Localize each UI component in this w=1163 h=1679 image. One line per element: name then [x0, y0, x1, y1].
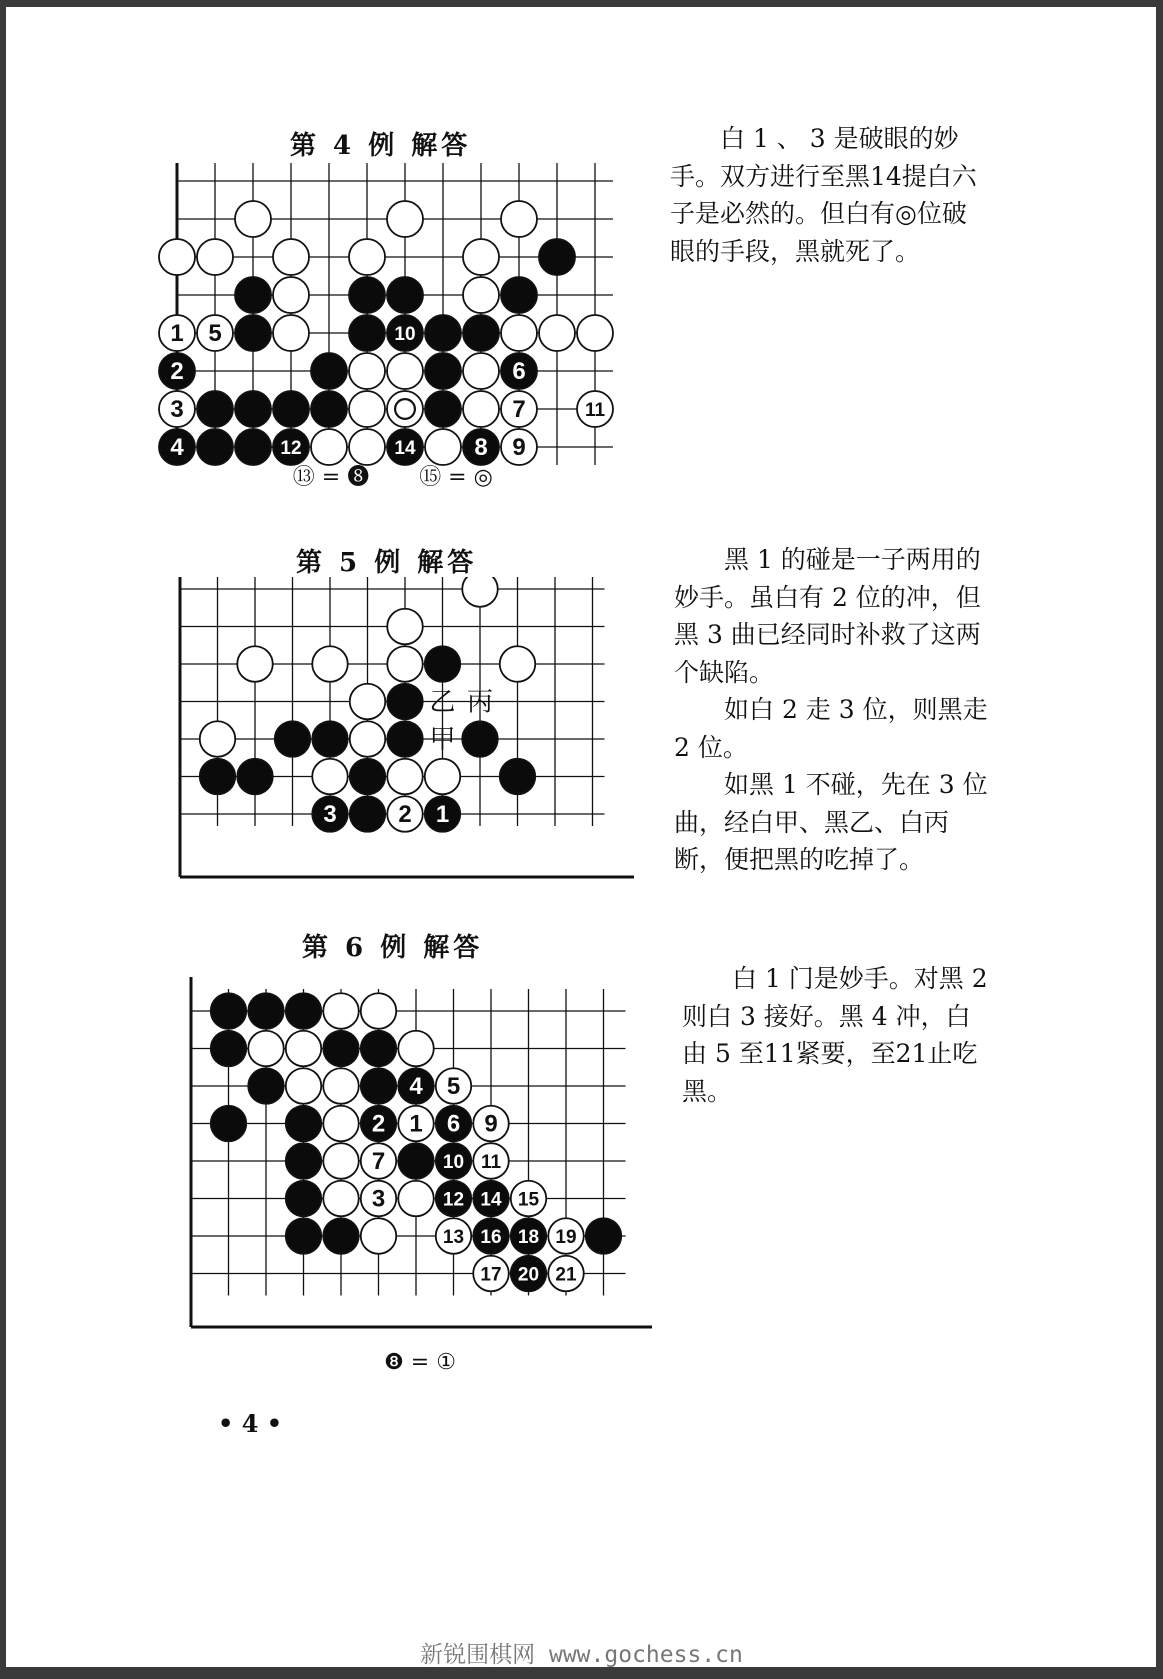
- white-stone: [273, 315, 309, 351]
- white-stone: [159, 315, 195, 351]
- white-stone: [312, 646, 348, 682]
- example-6-note: ❽ = ①: [384, 1350, 456, 1375]
- move-number: 1: [435, 801, 450, 828]
- black-stone: [311, 353, 347, 389]
- black-stone: [349, 277, 385, 313]
- white-stone: [273, 239, 309, 275]
- white-stone: [323, 1068, 359, 1104]
- move-number: 14: [480, 1189, 502, 1211]
- move-number: 10: [442, 1152, 465, 1173]
- white-stone: [248, 1031, 284, 1067]
- white-stone: [235, 201, 271, 237]
- black-stone: [248, 1068, 284, 1104]
- white-stone: [577, 315, 613, 351]
- example-5-commentary: [674, 541, 989, 879]
- white-stone: [436, 1218, 472, 1254]
- move-number: 6: [446, 1110, 461, 1138]
- black-stone: [273, 429, 309, 465]
- move-number: 7: [371, 1148, 386, 1175]
- move-number: 2: [371, 1110, 386, 1138]
- white-stone: [387, 646, 423, 682]
- move-number: 2: [398, 801, 412, 828]
- black-stone: [350, 759, 386, 795]
- black-stone: [286, 1181, 322, 1217]
- black-stone: [387, 721, 423, 757]
- white-stone: [349, 353, 385, 389]
- example-4-commentary: [670, 120, 980, 270]
- black-stone: [323, 1218, 359, 1254]
- move-number: 17: [480, 1264, 502, 1286]
- move-number: 7: [512, 396, 526, 423]
- black-stone: [436, 1143, 472, 1179]
- white-stone: [349, 391, 385, 427]
- white-stone: [387, 759, 423, 795]
- white-stone: [463, 391, 499, 427]
- move-number: 15: [517, 1189, 540, 1211]
- black-stone: [463, 429, 499, 465]
- white-stone: [473, 1256, 509, 1292]
- white-stone: [361, 1143, 397, 1179]
- black-stone: [211, 993, 247, 1029]
- black-stone: [398, 1068, 434, 1104]
- black-stone: [286, 993, 322, 1029]
- black-stone: [312, 796, 348, 832]
- white-stone: [361, 993, 397, 1029]
- black-stone: [425, 646, 461, 682]
- white-stone: [501, 315, 537, 351]
- move-number: 11: [584, 400, 606, 421]
- white-stone: [323, 993, 359, 1029]
- example-5-caption: 第 5 例 解答: [296, 548, 478, 578]
- white-stone: [387, 391, 423, 427]
- white-stone: [361, 1218, 397, 1254]
- white-stone: [349, 429, 385, 465]
- black-stone: [200, 759, 236, 795]
- white-stone: [350, 684, 386, 720]
- white-stone: [501, 429, 537, 465]
- move-number: 4: [409, 1073, 423, 1100]
- black-stone: [387, 429, 423, 465]
- white-stone: [548, 1256, 584, 1292]
- black-stone: [462, 721, 498, 757]
- black-stone: [501, 353, 537, 389]
- move-number: 8: [474, 434, 488, 461]
- white-stone: [350, 721, 386, 757]
- black-stone: [398, 1143, 434, 1179]
- white-stone: [323, 1106, 359, 1142]
- black-stone: [387, 315, 423, 351]
- white-stone: [425, 429, 461, 465]
- move-number: 4: [170, 434, 184, 461]
- ex5-paragraph: 黑 1 的碰是一子两用的妙手。虽白有 2 位的冲，但黑 3 曲已经同时补救了这两个缺陷。: [674, 545, 981, 687]
- white-stone: [273, 277, 309, 313]
- move-number: 18: [517, 1227, 540, 1248]
- example-6-commentary: [682, 960, 992, 1110]
- white-stone: [511, 1181, 547, 1217]
- white-stone: [312, 759, 348, 795]
- move-number: 19: [555, 1227, 577, 1248]
- white-stone: [286, 1068, 322, 1104]
- black-stone: [235, 429, 271, 465]
- black-stone: [511, 1218, 547, 1254]
- white-stone: [387, 796, 423, 832]
- white-stone: [159, 391, 195, 427]
- white-stone: [349, 239, 385, 275]
- white-stone: [200, 721, 236, 757]
- white-stone: [577, 391, 613, 427]
- example-6-board: [174, 977, 674, 1377]
- move-number: 12: [280, 438, 302, 459]
- white-stone: [323, 1143, 359, 1179]
- white-stone: [539, 315, 575, 351]
- move-number: 3: [371, 1185, 386, 1213]
- black-stone: [286, 1218, 322, 1254]
- black-stone: [286, 1106, 322, 1142]
- black-stone: [211, 1106, 247, 1142]
- black-stone: [235, 277, 271, 313]
- move-number: 5: [446, 1073, 461, 1100]
- white-stone: [473, 1143, 509, 1179]
- ex5-paragraph: 如黑 1 不碰，先在 3 位曲，经白甲、黑乙、白丙断，便把黑的吃掉了。: [674, 770, 988, 874]
- white-stone: [159, 239, 195, 275]
- example-4-board: [156, 159, 646, 499]
- black-stone: [286, 1143, 322, 1179]
- white-stone: [548, 1218, 584, 1254]
- black-stone: [273, 391, 309, 427]
- white-stone: [387, 609, 423, 645]
- black-stone: [425, 315, 461, 351]
- example-4-caption: 第 4 例 解答: [290, 131, 472, 161]
- white-stone: [425, 759, 461, 795]
- move-number: 11: [480, 1152, 502, 1173]
- example-4-note-1: ⑬ = ❽: [292, 465, 370, 490]
- black-stone: [159, 353, 195, 389]
- book-page: [6, 7, 1156, 1667]
- move-number: 6: [512, 358, 526, 385]
- white-stone: [473, 1106, 509, 1142]
- example-5-board: [164, 577, 654, 902]
- white-stone: [501, 201, 537, 237]
- white-stone: [286, 1031, 322, 1067]
- black-stone: [237, 759, 273, 795]
- move-number: 2: [170, 358, 184, 385]
- black-stone: [235, 391, 271, 427]
- black-stone: [248, 993, 284, 1029]
- watermark: 新锐围棋网 www.gochess.cn: [420, 1642, 743, 1668]
- black-stone: [235, 315, 271, 351]
- move-number: 9: [484, 1110, 498, 1138]
- black-stone: [501, 277, 537, 313]
- example-6-caption: 第 6 例 解答: [302, 933, 484, 963]
- move-number: 1: [170, 320, 184, 347]
- white-stone: [501, 391, 537, 427]
- black-stone: [463, 315, 499, 351]
- white-stone: [500, 646, 536, 682]
- ex4-paragraph: 白 1 、 3 是破眼的妙手。双方进行至黑14提白六子是必然的。但白有◎位破眼的手段，黑就死了。: [670, 124, 977, 266]
- white-stone: [361, 1181, 397, 1217]
- position-marker: 乙: [429, 687, 456, 718]
- position-marker: 丙: [466, 687, 494, 718]
- ex6-paragraph: 白 1 门是妙手。对黑 2 则白 3 接好。黑 4 冲，白由 5 至11紧要，至21止吃黑。: [682, 964, 988, 1106]
- white-stone: [436, 1068, 472, 1104]
- black-stone: [425, 391, 461, 427]
- black-stone: [361, 1106, 397, 1142]
- black-stone: [436, 1181, 472, 1217]
- black-stone: [361, 1068, 397, 1104]
- black-stone: [387, 277, 423, 313]
- move-number: 3: [323, 801, 337, 828]
- white-stone: [463, 239, 499, 275]
- black-stone: [349, 315, 385, 351]
- ex5-paragraph: 如白 2 走 3 位，则黑走 2 位。: [674, 695, 988, 762]
- white-stone: [398, 1106, 434, 1142]
- black-stone: [436, 1106, 472, 1142]
- move-number: 3: [170, 396, 184, 423]
- move-number: 10: [394, 324, 416, 345]
- white-stone: [197, 315, 233, 351]
- white-stone: [197, 239, 233, 275]
- black-stone: [539, 239, 575, 275]
- white-stone: [398, 1181, 434, 1217]
- white-stone: [237, 646, 273, 682]
- white-stone: [462, 577, 498, 607]
- page-number: • 4 •: [218, 1409, 283, 1438]
- black-stone: [159, 429, 195, 465]
- black-stone: [500, 759, 536, 795]
- black-stone: [425, 353, 461, 389]
- black-stone: [350, 796, 386, 832]
- black-stone: [387, 684, 423, 720]
- black-stone: [211, 1031, 247, 1067]
- black-stone: [323, 1031, 359, 1067]
- black-stone: [425, 796, 461, 832]
- white-stone: [387, 201, 423, 237]
- black-stone: [586, 1218, 622, 1254]
- white-stone: [387, 353, 423, 389]
- black-stone: [511, 1256, 547, 1292]
- black-stone: [311, 391, 347, 427]
- black-stone: [361, 1031, 397, 1067]
- move-number: 13: [442, 1227, 465, 1248]
- move-number: 20: [517, 1264, 540, 1286]
- black-stone: [473, 1218, 509, 1254]
- position-marker: 甲: [429, 725, 456, 755]
- white-stone: [323, 1181, 359, 1217]
- black-stone: [312, 721, 348, 757]
- black-stone: [197, 391, 233, 427]
- example-4-note-2: ⑮ = ◎: [419, 465, 493, 490]
- move-number: 12: [442, 1189, 465, 1211]
- black-stone: [275, 721, 311, 757]
- white-stone: [398, 1031, 434, 1067]
- black-stone: [197, 429, 233, 465]
- move-number: 9: [512, 434, 526, 461]
- move-number: 1: [409, 1110, 423, 1138]
- black-stone: [473, 1181, 509, 1217]
- white-stone: [463, 353, 499, 389]
- white-stone: [311, 429, 347, 465]
- move-number: 14: [394, 438, 416, 459]
- move-number: 21: [555, 1264, 577, 1286]
- move-number: 16: [480, 1227, 502, 1248]
- white-stone: [463, 277, 499, 313]
- move-number: 5: [208, 320, 222, 347]
